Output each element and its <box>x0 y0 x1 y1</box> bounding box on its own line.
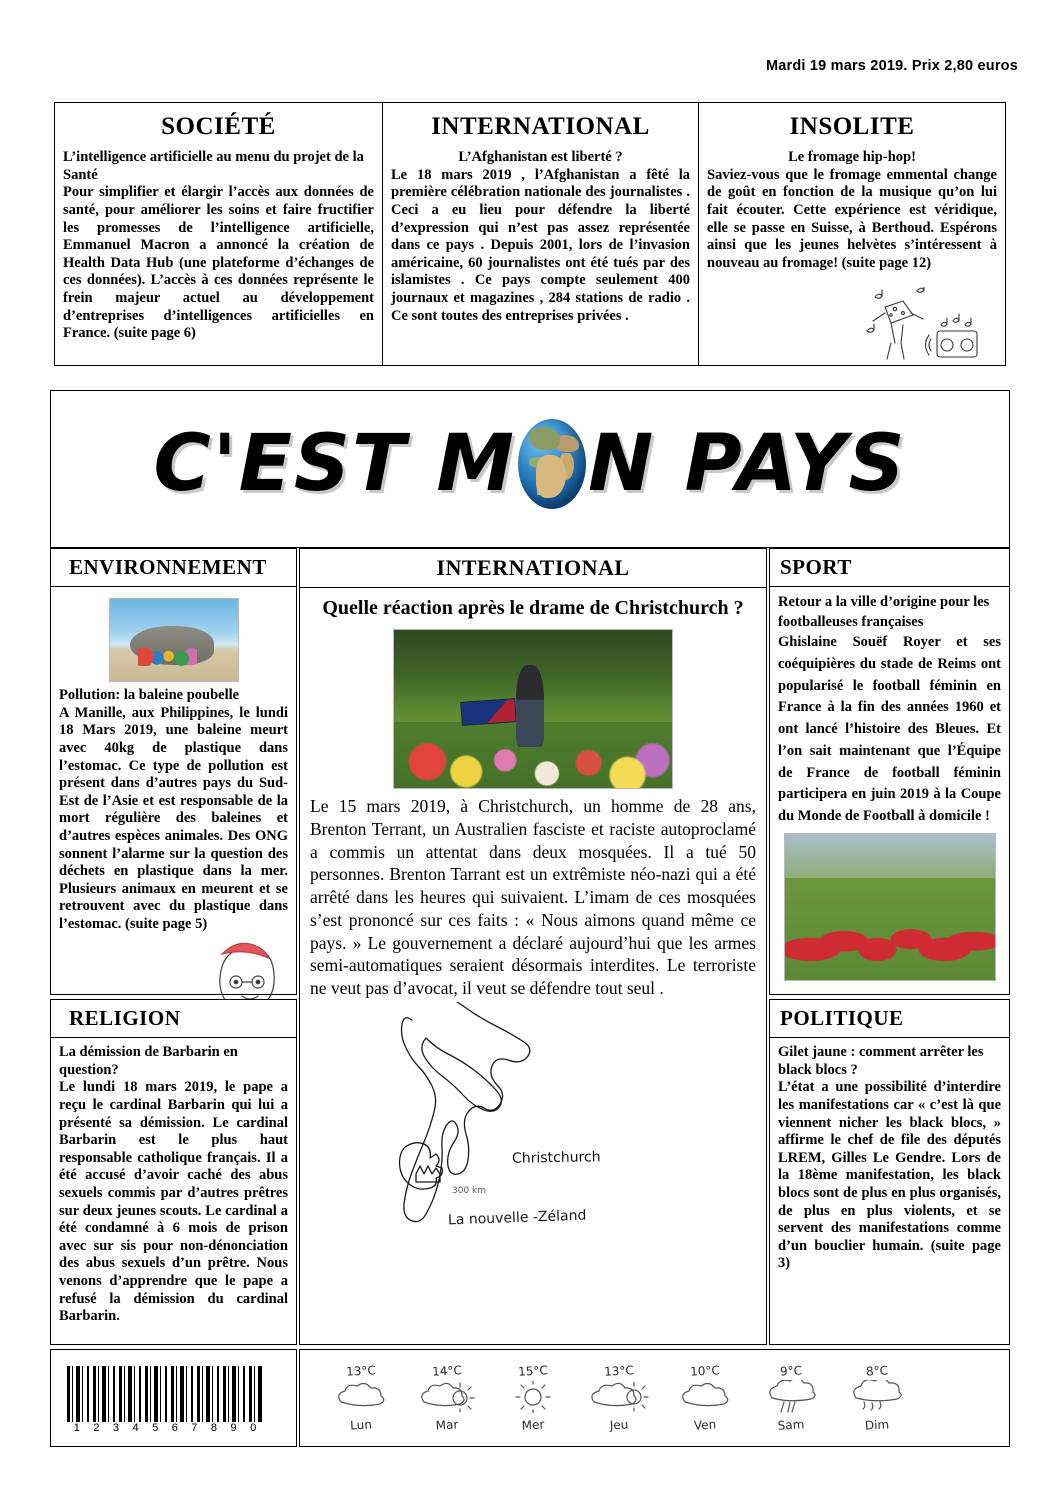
main-article-body: Le 15 mars 2019, à Christchurch, un homme de 28 ans, Brenton Terrant, un Australien fasciste et raciste autoproclamé a commis un attentat dans deux mosquées. Il a tué 50 personnes. Brenton Tarrant est un extrêmiste néo-nazi qui a été arrêté dans les heures qui suivaient. L’imam de ces mosquées s’est prononcé sur ces faits : « Nous aimons quand même ce pays. » Le gouvernement a déclaré aujourd’hui que les armes semi-automatiques seraient désormais interdites. Le terroriste ne veut pas d’avocat, il veut se défendre tout seul . <box>310 796 756 999</box>
weather-day-name: Sam <box>777 1417 805 1433</box>
weather-temp: 9°C <box>779 1363 803 1379</box>
masthead <box>50 390 1010 548</box>
barcode-digit: 6 <box>171 1422 178 1434</box>
politique-body: L’état a une possibilité d’interdire les manifestations car « c’est là que viennent nicher les black blocs, » affirme le chef de file des députés LREM, Gilles Le Gendre. Lors de la 18ème manifestation, les black blocs sont de plus en plus organisés, de plus en plus violents, et se servent des manifestations comme d’un bouclier humain. (suite page 3) <box>778 1079 1001 1272</box>
religion-section <box>50 999 297 1345</box>
weather-forecast-strip <box>299 1349 1010 1447</box>
right-column <box>769 548 1010 1345</box>
dateline: Mardi 19 mars 2019. Prix 2,80 euros <box>765 58 1018 74</box>
bottom-band <box>50 1349 1010 1447</box>
environnement-content <box>51 587 296 940</box>
cloud-icon <box>662 1378 748 1416</box>
weather-day-name: Ven <box>693 1417 717 1433</box>
societe-body: Pour simplifier et élargir l’accès aux données de santé, pour améliorer les soins et faire fructifier les promesses de l’intelligence artificielle, Emmanuel Macron a annoncé la création de Health Data Hub (une plateforme d’échanges de ces données). L’accès à ces données représente le frein majeur actuel au développement d’entreprises d’intelligences artificielles en France. (suite page 6) <box>63 184 374 342</box>
main-article-headline: Quelle réaction après le drame de Christchurch ? <box>322 597 744 619</box>
dancing-cheese-with-boombox-doodle <box>841 287 1001 365</box>
new-zealand-flag-in-photo <box>460 698 516 726</box>
weather-day <box>576 1364 662 1432</box>
environnement-section <box>50 548 297 995</box>
sport-headline: Retour a la ville d’origine pour les footballeuses françaises <box>778 594 990 630</box>
sun-icon <box>490 1378 576 1416</box>
weather-day-name: Mer <box>521 1417 545 1433</box>
masthead-text-right: N PAYS <box>588 419 907 509</box>
top-news-band <box>54 102 1006 366</box>
societe-headline: L’intelligence artificielle au menu du projet de la Santé <box>63 149 364 183</box>
weather-day-name: Jeu <box>609 1417 629 1433</box>
barcode <box>67 1366 263 1422</box>
cloud-icon <box>318 1378 404 1416</box>
weather-day <box>662 1364 748 1432</box>
section-title-religion: RELIGION <box>51 1000 296 1038</box>
weather-day-name: Dim <box>864 1417 890 1433</box>
section-title-main-international: INTERNATIONAL <box>300 549 766 588</box>
masthead-text-left: C'EST M <box>153 419 517 509</box>
weather-temp: 8°C <box>865 1363 889 1379</box>
barcode-digit: 9 <box>230 1422 237 1434</box>
sport-body: Ghislaine Souëf Royer et ses coéquipières du stade de Reims ont popularisé le football féminin en France à la fin des années 1960 et ont lancé l’histoire des Bleues. Et l’on sait maintenant que l’Équipe de France de football féminin participera en juin 2019 à la Coupe du Monde de Football à domicile ! <box>778 634 1001 825</box>
center-column <box>299 548 767 1345</box>
beached-whale-photo <box>109 598 239 682</box>
left-column <box>50 548 297 1345</box>
environnement-headline: Pollution: la baleine poubelle <box>59 687 240 703</box>
weather-temp: 13°C <box>345 1363 377 1379</box>
section-title-international: INTERNATIONAL <box>431 113 650 140</box>
sport-section <box>769 548 1010 995</box>
hand-drawn-new-zealand-map <box>300 1002 766 1234</box>
main-article-section <box>299 548 767 1345</box>
weather-temp: 13°C <box>603 1363 635 1379</box>
top-column-societe <box>55 103 383 365</box>
sport-content <box>770 587 1009 990</box>
barcode-digit: 8 <box>210 1422 218 1434</box>
barcode-digit: 3 <box>112 1422 120 1434</box>
christchurch-memorial-flowers-photo <box>393 629 673 789</box>
environnement-body: A Manille, aux Philippines, le lundi 18 Mars 2019, une baleine meurt avec 40kg de plastique dans l’estomac. Ce type de pollution est présent dans d’autres pays du Sud-Est de l’Asie et est responsable de la mort régulière des baleines et d’autres espèces animales. Des ONG sonnent l’alarme sur la question des déchets en plastique dans la mer. Plusieurs animaux en meurent et se retrouvent avec du plastique dans l’estomac. (suite page 5) <box>59 704 288 932</box>
barcode-digit: 5 <box>152 1422 159 1434</box>
barcode-digit: 2 <box>93 1422 100 1434</box>
section-title-insolite: INSOLITE <box>789 113 915 140</box>
weather-day <box>834 1364 920 1432</box>
weather-day <box>318 1364 404 1432</box>
weather-day <box>748 1364 834 1432</box>
main-content-grid <box>50 548 1010 1345</box>
international-headline: L’Afghanistan est liberté ? <box>458 149 623 165</box>
barcode-digit: 0 <box>250 1422 257 1434</box>
section-title-societe: SOCIÉTÉ <box>161 113 276 140</box>
international-body: Le 18 mars 2019 , l’Afghanistan a fêté la première célébration nationale des journalistes . Ceci a eu lieu pour défendre la liberté d’expression qui n’est pas assez représentée dans ce pays . Depuis 2001, lors de l’invasion américaine, 60 journalistes ont été tués par des islamistes . Ce pays compte seulement 400 journaux et magazines , 284 stations de radio . Ce sont toutes des entreprises privées . <box>391 166 690 324</box>
top-column-insolite <box>699 103 1005 365</box>
religion-headline: La démission de Barbarin en question? <box>59 1044 238 1078</box>
weather-day-name: Mar <box>435 1417 459 1433</box>
cloud-rain-icon <box>748 1378 834 1416</box>
barcode-digits <box>67 1422 263 1434</box>
barcode-digit: 1 <box>73 1422 80 1434</box>
politique-headline: Gilet jaune : comment arrêter les black blocs ? <box>778 1044 984 1078</box>
top-column-international <box>383 103 699 365</box>
earth-globe-icon <box>518 419 586 509</box>
cloud-sun-icon <box>404 1378 490 1416</box>
map-label-christchurch: Christchurch <box>511 1149 601 1167</box>
insolite-headline: Le fromage hip-hop! <box>788 149 916 165</box>
weather-temp: 14°C <box>431 1363 463 1379</box>
politique-content <box>770 1038 1009 1279</box>
religion-body: Le lundi 18 mars 2019, le pape a reçu le cardinal Barbarin qui lui a présenté sa démission. Le cardinal Barbarin est le plus haut responsable catholique français. Il a été accusé d’avoir caché des abus sexuels commis par d’autres prêtres sur deux jeunes scouts. Le cardinal a été condamné à 6 mois de prison avec sur sis pour non-dénonciation des abus sexuels d’un prêtre. Nous venons d’apprendre que le pape a refusé la démission du cardinal Barbarin. <box>59 1079 288 1325</box>
section-title-environnement: ENVIRONNEMENT <box>51 549 296 587</box>
weather-temp: 10°C <box>689 1363 721 1379</box>
female-football-team-photo <box>784 833 996 981</box>
weather-day <box>490 1364 576 1432</box>
map-caption: La nouvelle -Zéland <box>447 1207 587 1229</box>
weather-day-name: Lun <box>349 1417 373 1433</box>
weather-day <box>404 1364 490 1432</box>
weather-temp: 15°C <box>517 1363 549 1379</box>
religion-content <box>51 1038 296 1332</box>
barcode-section <box>50 1349 297 1447</box>
section-title-sport: SPORT <box>770 549 1009 587</box>
politique-section <box>769 999 1010 1345</box>
masthead-logo <box>51 419 1009 509</box>
barcode-digit: 7 <box>191 1422 198 1434</box>
section-title-politique: POLITIQUE <box>770 1000 1009 1038</box>
insolite-body: Saviez-vous que le fromage emmental change de goût en fonction de la musique qu’on lui fait écouter. Cette expérience est véridique, elle se passe en Suisse, à Berthoud. Espérons ainsi que les jeunes helvètes s’intéressent à nouveau au fromage! (suite page 12) <box>707 166 997 271</box>
cloud-sun-icon <box>576 1378 662 1416</box>
barcode-digit: 4 <box>132 1422 139 1434</box>
cloud-rain-icon <box>834 1378 920 1416</box>
map-scale-label: 300 km <box>452 1185 487 1196</box>
